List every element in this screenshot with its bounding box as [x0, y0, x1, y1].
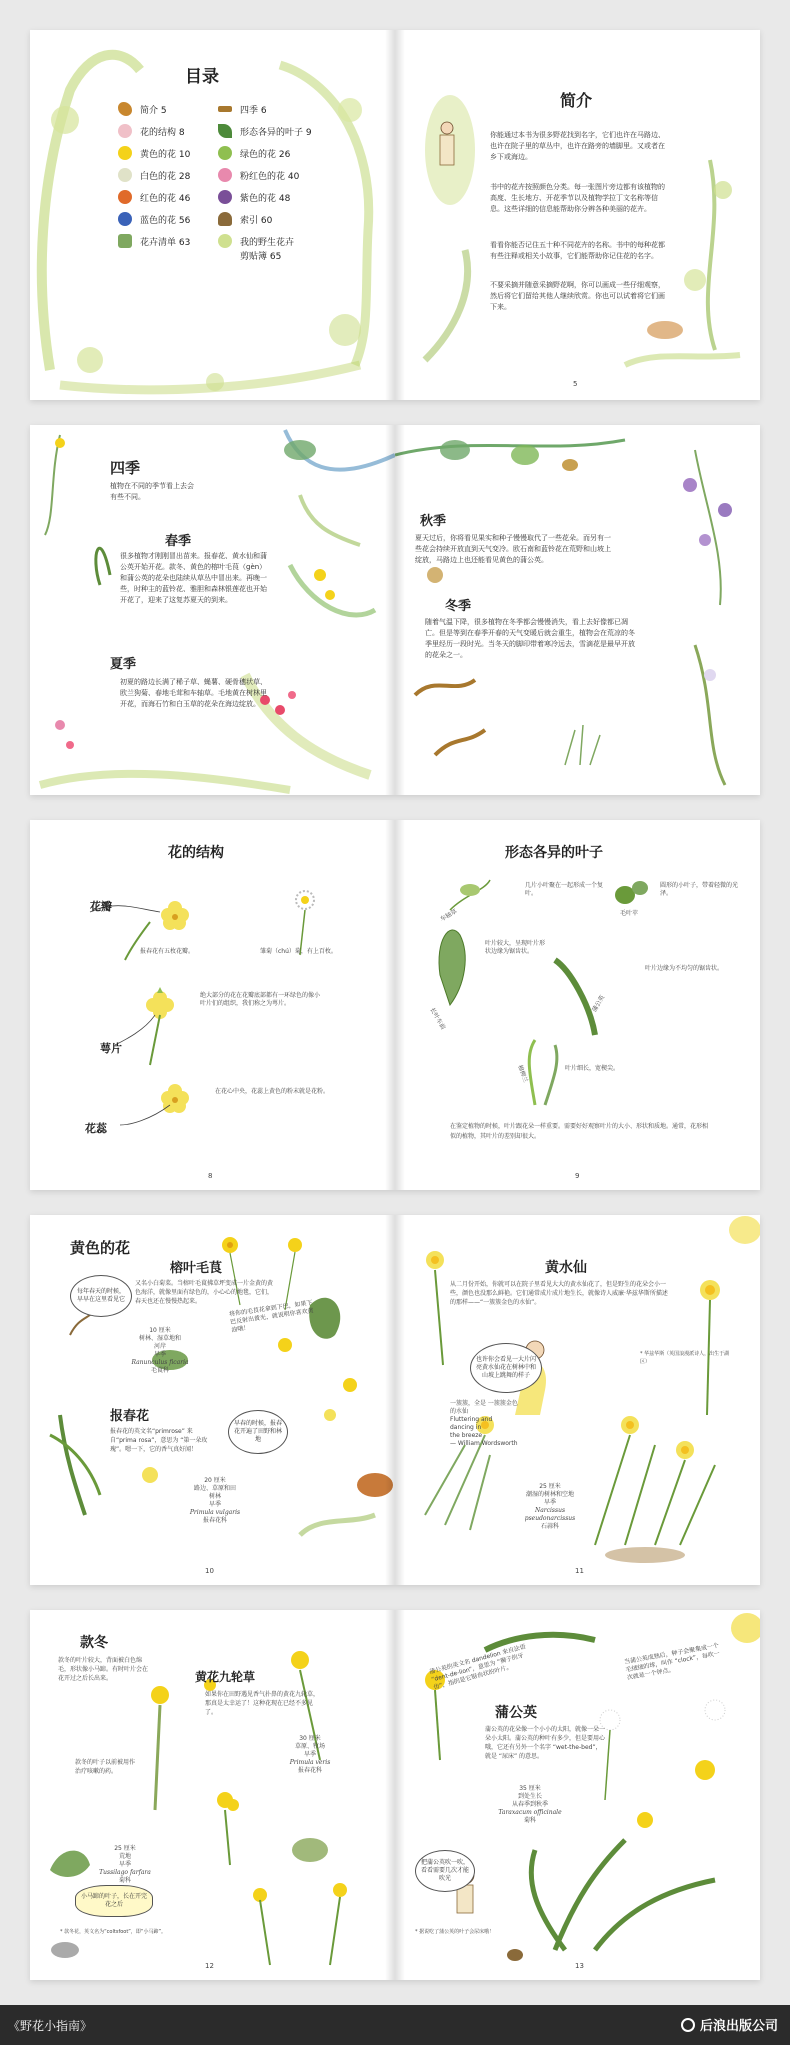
book-gutter: [385, 425, 405, 795]
contents-title: 目录: [185, 67, 219, 87]
contents-page: [30, 30, 395, 400]
leaf-tag-clover: 车轴草: [439, 908, 459, 924]
intro-paragraph-2: 书中的花卉按照颜色分类。每一张图片旁边都有该植物的高度、生长地方、开花季节以及植物学拉丁文名称等信息。这些详细的信息能帮助你分辨各种美丽的花卉。: [490, 183, 665, 213]
yellow-flowers-title: 黄色的花: [70, 1239, 131, 1257]
coltsfoot-title: 款冬: [80, 1635, 108, 1651]
intro-title: 简介: [560, 91, 593, 110]
toc-item[interactable]: 剪贴簿 65: [218, 248, 358, 262]
daffodil-note: * 华兹华斯（英国浪漫派诗人，出生于湖区）: [640, 1351, 730, 1365]
spread-yellow-daffodil: [30, 1215, 760, 1585]
daffodil-poem: 一簇簇，全是 一簇簇金色 的水仙 Fluttering and dancing in the breeze — William Wordsworth: [450, 1400, 518, 1447]
book-gutter: [385, 1610, 405, 1980]
buttercup-info: 10 厘米 树林、湿草地和 河岸 早季 Ranunculus ficaria 毛茛科: [131, 1327, 189, 1374]
coltsfoot-text-2: 款冬的叶子以前被用作治疗咳嗽的药。: [75, 1759, 136, 1775]
dandelion-speech-bubble: 把蒲公英吹一吹，看看需要几次才能吹光: [415, 1850, 475, 1892]
butterfly-icon: [218, 212, 232, 226]
petal-label: 花瓣: [90, 900, 112, 913]
book-gutter: [385, 820, 405, 1190]
red-dot-icon: [118, 190, 132, 204]
leaf-tag-willowherb: 棉柳兰: [516, 1064, 529, 1084]
leaves-bottom-text: 在鉴定植物的时候，叶片跟花朵一样重要。需要好好观察叶片的大小、形状和质地。通常，花形相似的植物，其叶片的差别却很大。: [450, 1123, 709, 1140]
stamen-caption: 在花心中央，花蕊上黄色的粉末就是花粉。: [215, 1088, 330, 1095]
yellow-dot-icon: [118, 146, 132, 160]
buttercup-speech-bubble: 每年春天的时候，早早在这里看见它: [70, 1275, 132, 1317]
page-number: 5: [573, 380, 578, 388]
book-gutter: [385, 1215, 405, 1585]
spread-contents-intro: [30, 30, 760, 400]
book-gutter: [385, 30, 405, 400]
leaf-caption-large: 叶片较大，呈现叶片形状边缘为锯齿状。: [485, 940, 546, 955]
dandelion-note: * 据说吃了蒲公英的叶子会尿床哦！: [415, 1929, 495, 1935]
moth-icon: [118, 102, 132, 116]
buttercup-title: 榕叶毛茛: [170, 1261, 223, 1276]
toc-item[interactable]: 简介 5: [118, 98, 238, 120]
summer-title: 夏季: [110, 657, 137, 672]
intro-paragraph-4: 不要采摘并随意采摘野花啊，你可以画成一些仔细观察，然后将它们留给其他人继续欣赏。你也可以试着将它们画下来。: [490, 281, 665, 311]
toc-right-column: [218, 98, 358, 262]
publisher-name: 后浪出版公司: [699, 2019, 778, 2034]
leaf-caption-compound: 几片小叶聚在一起形成一个复叶。: [525, 882, 604, 897]
autumn-text: 夏天过后，你将看见果实和种子慢慢取代了一些花朵。而另有一些花会持续开放直到天气变冷。欧石南和蓝铃花在荒野和山坡上绽放，马路边上也还能看见黄色的蒲公英。: [415, 534, 611, 564]
toc-item[interactable]: 四季 6: [218, 98, 358, 120]
dandelion-text: 蒲公英的花朵像一个小小的太阳，就像一朵一朵小太阳。蒲公英的种叶有多少，但是要用心哦，它还有另外一个名字 “wet-the-bed”，就是 “尿床” 的意思。: [485, 1726, 606, 1760]
intro-illustration: [395, 30, 760, 400]
spread-seasons: [30, 425, 760, 795]
intro-page: [395, 30, 760, 400]
summer-text: 初夏的路边长满了稀子草、蝇薯、硬骨穗状草、欧兰狗菊、春地毛茸和车轴草。毛地黄在树林里开花，而海石竹和白玉草的花朵在海边绽放。: [120, 678, 267, 708]
autumn-title: 秋季: [420, 514, 447, 529]
stamen-label: 花蕊: [85, 1122, 107, 1135]
footer-book-title: 《野花小指南》: [8, 2019, 93, 2033]
page-number: 9: [575, 1172, 580, 1180]
petal-caption-primrose: 报春花有五枚花瓣。: [140, 948, 195, 955]
coltsfoot-speech-bubble: 小马蹄的叶子，长在开完花之后: [75, 1885, 153, 1917]
primrose-title: 报春花: [110, 1409, 150, 1424]
buttercup-callout: 将你的毛茛花拿到下巴，如果下巴反射出黄光，就说明你喜欢黄油哦！: [228, 1299, 315, 1334]
buttercup-text: 又名小白菊菜。当榕叶毛茛拂草坪变成一片金黄的黄色海洋，就像里面有绿色的，小心心的地毯，它们，春天也还在慢慢热起来。: [135, 1280, 274, 1305]
daffodil-speech-bubble: 也许你会看见一大片闪亮黄水仙花在树林中和山坡上跳舞的样子: [470, 1343, 542, 1393]
dandelion-callout-2: 当蒲公英成熟后，种子会聚集成一个毛绒绒的球，叫作 “clock”，每吹一次就是一个钟点。: [623, 1642, 721, 1682]
blue-dot-icon: [118, 212, 132, 226]
dandelion-page: [395, 1610, 760, 1980]
toc-item[interactable]: 形态各异的叶子 9: [218, 120, 358, 142]
seasons-intro-1: 植物在不同的季节看上去会: [110, 482, 194, 490]
primrose-info: 20 厘米 路边、草原和田 树林 早季 Primula vulgaris 报春花科: [189, 1477, 241, 1524]
page-number: 12: [205, 1962, 214, 1970]
page-number: 8: [208, 1172, 213, 1180]
daffodil-page: [395, 1215, 760, 1585]
coltsfoot-info: 25 厘米 荒地 早季 Tussilago farfara 菊科: [99, 1845, 151, 1884]
toc-item[interactable]: 花卉清单 63: [118, 230, 238, 252]
primrose-speech-bubble: 早春的时候，报春花开遍了田野和林地: [228, 1410, 288, 1454]
petal-caption-daisy: 雏菊（chú）菊，有上百枚。: [260, 948, 337, 955]
spring-title: 春季: [165, 534, 192, 549]
toc-item[interactable]: 红色的花 46: [118, 186, 238, 208]
cowslip-info: 30 厘米 草原、牧场 早季 Primula veris 报春花科: [289, 1735, 331, 1774]
spread-coltsfoot-dandelion: [30, 1610, 760, 1980]
cowslip-text: 如果你在田野遇见香气扑鼻的黄花九轮草，那真是太幸运了！这种花现在已经不多见了。: [205, 1691, 320, 1716]
toc-item[interactable]: 粉红色的花 40: [218, 164, 358, 186]
leaf-branch-icon: [218, 106, 232, 112]
pink-dot-icon: [218, 168, 232, 182]
wave-icon: [681, 2018, 695, 2032]
footer-bar: [0, 2005, 790, 2045]
daffodil-info: 25 厘米 潮湿的树林和空地 早季 Narcissus pseudonarcissus 石蒜科: [524, 1483, 576, 1530]
leaves-page: [395, 820, 760, 1190]
white-flower-icon: [118, 168, 132, 182]
primrose-text: 报春花的英文名“primrose” 来自“prima rosa”，意思为 “第一朵玫瑰”。嗯一下，它的香气真好闻！: [110, 1428, 208, 1453]
structure-page: [30, 820, 395, 1190]
sepal-label: 萼片: [100, 1042, 122, 1055]
toc-item[interactable]: 绿色的花 26: [218, 142, 358, 164]
seasons-right-page: [395, 425, 760, 795]
flower-list-icon: [118, 234, 132, 248]
daffodil-text: 从二月份开始，你就可以在院子里看见大大的黄水仙花了，但是野生的花朵会小一些，颜色也没那么鲜艳。它们通常成片成片地生长，就像诗人威廉·华兹华斯所描述的那样——“一簇簇金色的水仙”。: [450, 1281, 668, 1306]
leaf-tag-dandelion: 蒲公英: [591, 994, 607, 1014]
seasons-intro-2: 有些不同。: [110, 493, 145, 501]
coltsfoot-text-1: 款冬的叶片较大，背面被白色绵毛，形状像小马蹄。有时叶片会在花开过之后长出来。: [58, 1657, 149, 1682]
page-number: 11: [575, 1567, 584, 1575]
intro-paragraph-3: 看看你能否记住五十种不同花卉的名称。书中的每种花都有些注释或相关小故事，它们能帮助你记住花的名字。: [490, 241, 665, 260]
leaf-caption-round: 圆形的小叶子，带着轻微的光泽。: [660, 882, 739, 897]
flower-structure-icon: [118, 124, 132, 138]
page-number: 13: [575, 1962, 584, 1970]
spread-structure-leaves: [30, 820, 760, 1190]
daffodil-title: 黄水仙: [545, 1260, 587, 1276]
dandelion-info: 35 厘米 到处生长 从春季到秋季 Taraxacum officinale 菊科: [498, 1785, 562, 1824]
dandelion-callout-1: 蒲公英的英文名 dandelion 来自法语 “dent-de-lion”，意思为 “狮子的牙齿”，指的是它锯齿状的叶片。: [428, 1643, 527, 1692]
green-dot-icon: [218, 146, 232, 160]
yellow-flowers-page: [30, 1215, 395, 1585]
seasons-title: 四季: [110, 459, 141, 477]
publisher-logo: [681, 2015, 778, 2034]
intro-paragraph-1: 你能通过本书为很多野花找到名字，它们也许在马路边、也许在院子里的草丛中，也许在路旁的墙脚里。又或者在乡下或海边。: [490, 131, 665, 161]
coltsfoot-page: [30, 1610, 395, 1980]
winter-title: 冬季: [445, 599, 472, 614]
spring-text: 很多植物才刚刚冒出苗来。报春花、黄水仙和蒲公英开始开花。款冬、黄色的榕叶毛茛（gèn）和蒲公英的花朵也陆续从草丛中冒出来。再晚一些，时种主的蓝铃花、雅胆和森林银莲花也开始开花了，迎来了这复苏夏天的到来。: [120, 552, 267, 604]
spacer-icon: [218, 248, 232, 262]
purple-dot-icon: [218, 190, 232, 204]
leaves-title: 形态各异的叶子: [505, 845, 603, 861]
toc-item[interactable]: 白色的花 28: [118, 164, 238, 186]
toc-item[interactable]: 蓝色的花 56: [118, 208, 238, 230]
structure-title: 花的结构: [168, 845, 224, 861]
seasons-left-page: [30, 425, 395, 795]
toc-item[interactable]: 索引 60: [218, 208, 358, 230]
sepal-caption: 绝大部分的花在花瓣底部都有一环绿色的像小叶片们的组织，我们称之为萼片。: [200, 992, 321, 1007]
toc-item[interactable]: 我的野生花卉: [218, 234, 358, 248]
leaf-caption-toothed: 叶片边缘为不均匀的锯齿状。: [645, 965, 724, 972]
toc-item[interactable]: 黄色的花 10: [118, 142, 238, 164]
dandelion-title: 蒲公英: [495, 1705, 537, 1721]
page-number: 10: [205, 1567, 214, 1575]
scrapbook-icon: [218, 234, 232, 248]
toc-item[interactable]: 花的结构 8: [118, 120, 238, 142]
leaf-caption-narrow: 叶片细长，宽楔尖。: [565, 1065, 620, 1072]
toc-item[interactable]: 紫色的花 48: [218, 186, 358, 208]
leaf-icon: [218, 124, 232, 138]
coltsfoot-note: * 款冬花，英文名为“coltsfoot”，即“小马蹄”。: [60, 1929, 167, 1935]
winter-text: 随着气温下降，很多植物在冬季都会慢慢消失，看上去好像都已凋亡。但是等到在春季开春的天气变暖后就会重生，植物会在荒凉的冬季里经历一段时光。当冬天的脚印带着寒冷远去，雪滴花是最早开放的花朵之一。: [425, 618, 635, 659]
leaf-tag-plantain: 长叶车前: [428, 1006, 447, 1031]
cowslip-title: 黄花九轮草: [195, 1670, 256, 1684]
leaf-tag-moneywort: 毛叶苹: [620, 910, 639, 917]
